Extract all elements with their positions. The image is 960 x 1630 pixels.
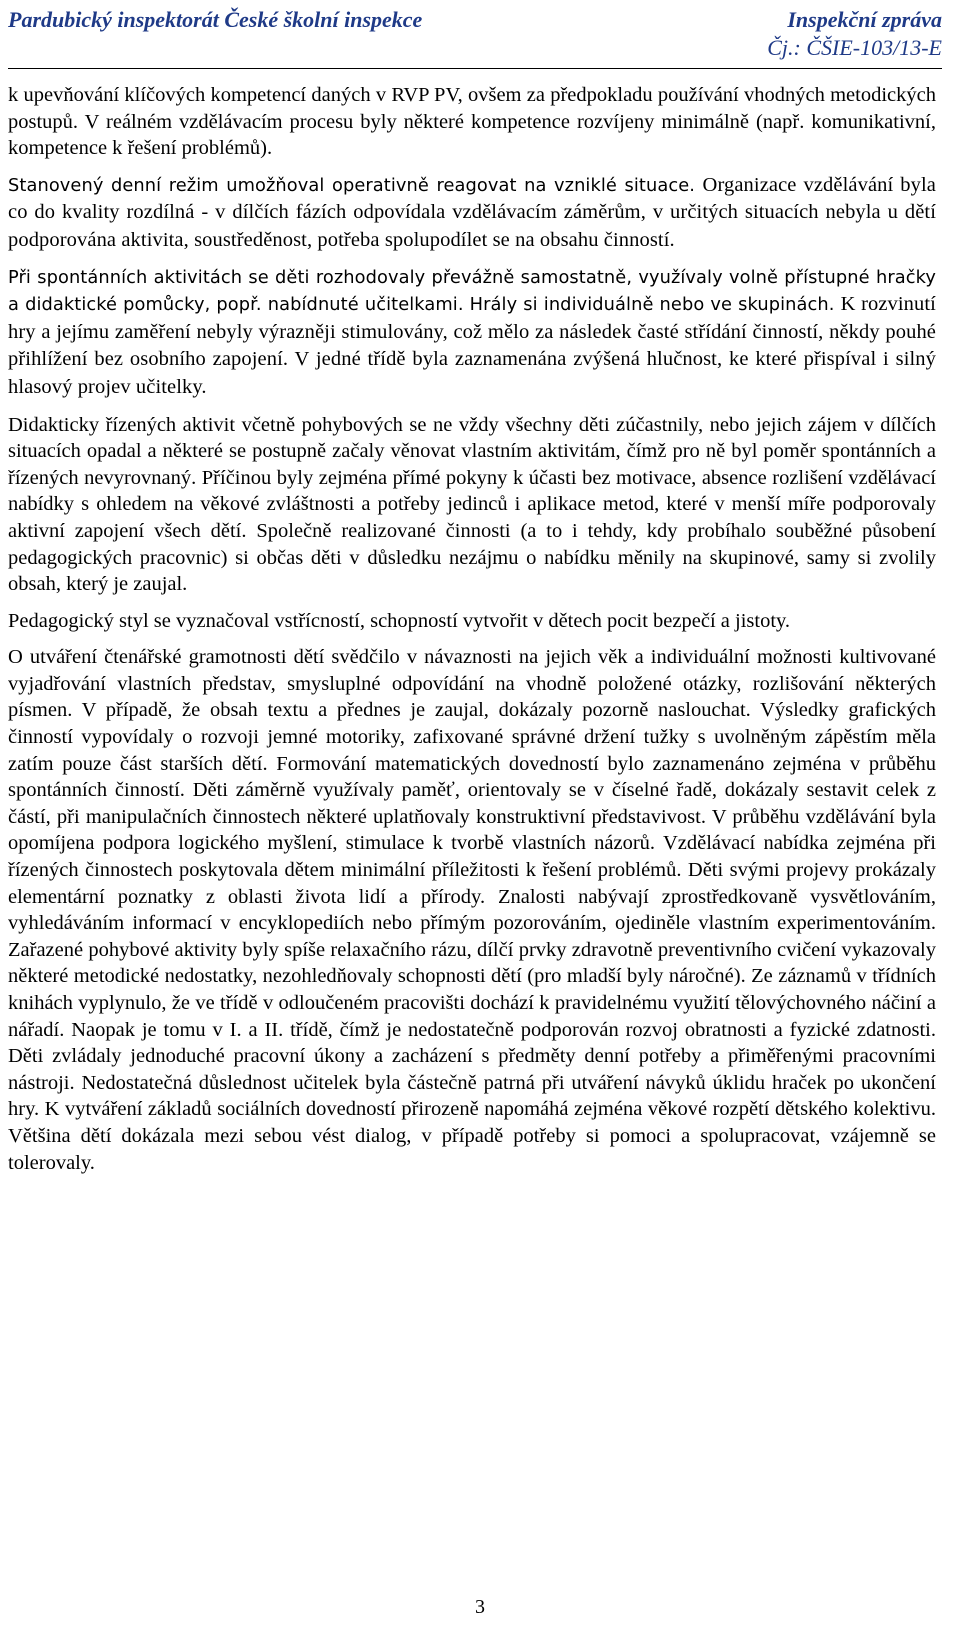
header-divider xyxy=(8,68,942,69)
document-body xyxy=(8,82,936,1186)
header-report-title: Inspekční zpráva xyxy=(787,7,942,32)
page-header xyxy=(8,6,942,64)
paragraph-3 xyxy=(8,265,936,402)
header-reference-number: Čj.: ČŠIE-103/13-E xyxy=(767,35,942,60)
header-report-info xyxy=(767,6,942,62)
header-institution: Pardubický inspektorát České školní inspekce xyxy=(8,7,423,32)
page-number: 3 xyxy=(475,1596,485,1618)
paragraph-2-serif: Organizace vzdělávání byla co do kvality rozdílná - v dílčích fázích odpovídala vzdělávacím záměrům, v určitých situacích nebyla u dětí podporována aktivita, soustředěnost, potřeba spolupodílet se na obsahu činností. xyxy=(8,173,936,251)
paragraph-4: Didakticky řízených aktivit včetně pohybových se ne vždy všechny děti zúčastnily, nebo jejich zájem v dílčích situacích opadal a některé se postupně začaly věnovat vlastním aktivitám, čímž pro ně byl poměr spontánních a řízených nevyrovnaný. Příčinou byly zejména přímé pokyny k účasti bez motivace, absence rozlišení vzdělávací nabídky s ohledem na věkové zvláštnosti a potřeby jedinců i aplikace metod, které v menší míře podporovaly aktivní zapojení všech dětí. Společně realizované činnosti (a to i tehdy, kdy probíhalo souběžné působení pedagogických pracovnic) si občas děti v důsledku nezájmu o nabídku měnily na skupinové, samy si zvolily obsah, který je zaujal. xyxy=(8,413,936,596)
paragraph-2 xyxy=(8,172,936,255)
paragraph-3-serif: K rozvinutí hry a jejímu zaměření nebyly výrazněji stimulovány, což mělo za následek časté střídání činností, někdy pouhé přihlížení bez osobního zapojení. V jedné třídě byla zaznamenána zvýšená hlučnost, ke které přispíval i silný hlasový projev učitelky. xyxy=(8,293,936,398)
paragraph-1: k upevňování klíčových kompetencí daných v RVP PV, ovšem za předpokladu používání vhodných metodických postupů. V reálném vzdělávacím procesu byly některé kompetence rozvíjeny minimálně (např. komunikativní, kompetence k řešení problémů). xyxy=(8,84,936,160)
paragraph-3-sans: Při spontánních aktivitách se děti rozhodovaly převážně samostatně, využívaly volně přístupné hračky a didaktické pomůcky, popř. nabídnuté učitelkami. Hrály si individuálně nebo ve skupinách. xyxy=(8,266,936,316)
paragraph-6: O utváření čtenářské gramotnosti dětí svědčilo v návaznosti na jejich věk a individuální možnosti kultivované vyjadřování vlastních představ, smysluplné odpovídání na vhodně položené otázky, rozlišování některých písmen. V případě, že obsah textu a přednes je zaujal, dokázaly pozorně naslouchat. Výsledky grafických činností vypovídaly o rozvoji jemné motoriky, zafixované správné držení tužky s uvolněným zápěstím měla zatím pouze část starších dětí. Formování matematických dovedností bylo zaznamenáno zejména v průběhu spontánních činností. Děti záměrně využívaly paměť, orientovaly se v číselné řadě, dokázaly sestavit celek z částí, při manipulačních činnostech některé uplatňovaly konstruktivní představivost. V průběhu vzdělávání byla opomíjena podpora logického myšlení, stimulace k tvorbě vlastních názorů. Vzdělávací nabídka zejména při řízených činnostech poskytovala dětem minimální příležitosti k řešení problémů. Děti svými projevy prokázaly elementární poznatky z oblasti života lidí a přírody. Znalosti nabývají zprostředkovaně vysvětlováním, vyhledáváním informací v encyklopediích nebo přímým pozorováním, ojediněle vlastním experimentováním. Zařazené pohybové aktivity byly spíše relaxačního rázu, dílčí prvky zdravotně preventivního cvičení vykazovaly některé metodické nedostatky, nezohledňovaly schopnosti dětí (pro mladší byly náročné). Ze záznamů v třídních knihách vyplynulo, že ve třídě v odloučeném pracovišti dochází k pravidelnému využití tělovýchovného náčiní a nářadí. Naopak je tomu v I. a II. třídě, čímž je nedostatečně podporován rozvoj obratnosti a fyzické zdatnosti. Děti zvládaly jednoduché pracovní úkony a zacházení s předměty denní potřeby a přiměřenými pracovními nástroji. Nedostatečná důslednost učitelek byla částečně patrná při utváření návyků úklidu hraček po ukončení hry. K vytváření základů sociálních dovedností přirozeně napomáhá zejména věkové rozpětí dětského kolektivu. Většina dětí dokázala mezi sebou vést dialog, v případě potřeby si pomoci a spolupracovat, vzájemně se tolerovaly. xyxy=(8,646,936,1174)
paragraph-2-sans: Stanovený denní režim umožňoval operativně reagovat na vzniklé situace. xyxy=(8,174,695,196)
paragraph-5: Pedagogický styl se vyznačoval vstřícností, schopností vytvořit v dětech pocit bezpečí a jistoty. xyxy=(8,609,791,632)
